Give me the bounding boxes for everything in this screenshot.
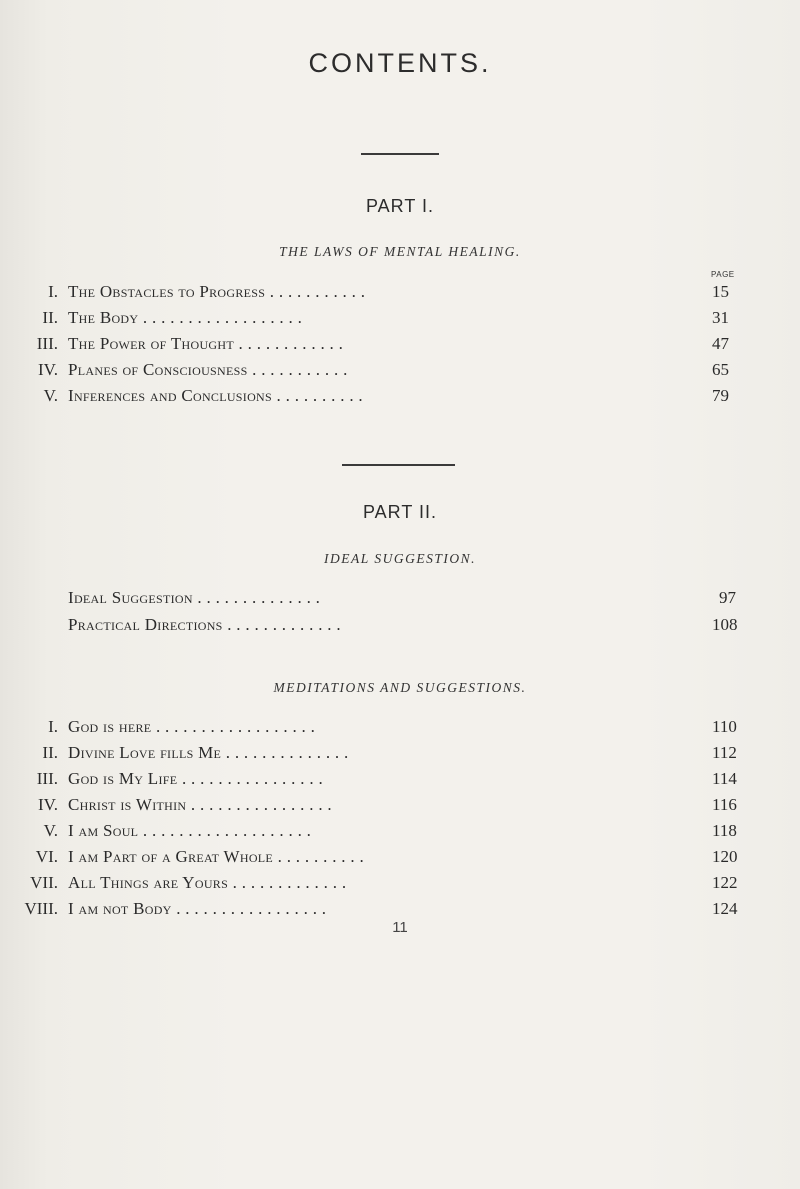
entry-title: The Obstacles to Progress . . . . . . . . . . .	[68, 282, 366, 301]
part-two-subtitle: IDEAL SUGGESTION.	[323, 551, 476, 566]
entry-page: 124	[712, 899, 738, 918]
toc-entry	[0, 333, 800, 355]
toc-entry	[0, 614, 800, 636]
toc-entry	[0, 587, 800, 609]
entry-number: IV.	[38, 795, 58, 814]
meditations-subtitle: MEDITATIONS AND SUGGESTIONS.	[273, 680, 527, 695]
entry-number: V.	[43, 386, 58, 405]
entry-page: 114	[712, 769, 737, 788]
toc-entry	[0, 820, 800, 842]
toc-entry	[0, 742, 800, 764]
toc-entry	[0, 385, 800, 407]
entry-title: I am Soul . . . . . . . . . . . . . . . . . . .	[68, 821, 312, 840]
divider-top	[361, 153, 439, 155]
entry-number: VIII.	[24, 899, 58, 918]
toc-entry	[0, 846, 800, 868]
toc-entry	[0, 768, 800, 790]
part-one-heading: PART I.	[365, 196, 435, 216]
entry-page: 110	[712, 717, 737, 736]
entry-title: Planes of Consciousness . . . . . . . . . . .	[68, 360, 348, 379]
toc-entry	[0, 794, 800, 816]
toc-entry	[0, 872, 800, 894]
entry-title: I am Part of a Great Whole . . . . . . . . . .	[68, 847, 365, 866]
page-number: 11	[392, 919, 408, 936]
part-two-heading: PART II.	[362, 502, 438, 522]
entry-title: I am not Body . . . . . . . . . . . . . . . . .	[68, 899, 327, 918]
entry-title: All Things are Yours . . . . . . . . . . . . .	[68, 873, 347, 892]
entry-page: 47	[712, 334, 729, 353]
contents-title: CONTENTS.	[308, 48, 492, 78]
page-column-label: PAGE	[711, 270, 735, 279]
entry-number: VI.	[35, 847, 58, 866]
entry-number: II.	[42, 308, 58, 327]
entry-page: 97	[719, 588, 736, 607]
entry-title: God is My Life . . . . . . . . . . . . . . . .	[68, 769, 323, 788]
entry-number: I.	[48, 717, 58, 736]
entry-page: 122	[712, 873, 738, 892]
entry-number: IV.	[38, 360, 58, 379]
part-one-subtitle: THE LAWS OF MENTAL HEALING.	[279, 244, 521, 259]
entry-page: 15	[712, 282, 729, 301]
entry-number: I.	[48, 282, 58, 301]
entry-title: Practical Directions . . . . . . . . . . . . .	[68, 615, 341, 634]
entry-page: 65	[712, 360, 729, 379]
entry-title: The Power of Thought . . . . . . . . . . . .	[68, 334, 344, 353]
divider-middle	[342, 464, 455, 466]
entry-page: 31	[712, 308, 729, 327]
entry-title: God is here . . . . . . . . . . . . . . . . . .	[68, 717, 316, 736]
entry-title: Inferences and Conclusions . . . . . . . . . .	[68, 386, 363, 405]
entry-number: V.	[43, 821, 58, 840]
entry-page: 118	[712, 821, 737, 840]
entry-title: Christ is Within . . . . . . . . . . . . . . . .	[68, 795, 332, 814]
toc-entry	[0, 281, 800, 303]
entry-title: Divine Love fills Me . . . . . . . . . . . . . .	[68, 743, 349, 762]
entry-page: 116	[712, 795, 737, 814]
entry-number: III.	[36, 769, 58, 788]
entry-page: 79	[712, 386, 729, 405]
entry-title: The Body . . . . . . . . . . . . . . . . . .	[68, 308, 303, 327]
toc-entry	[0, 359, 800, 381]
entry-page: 108	[712, 615, 738, 634]
toc-entry	[0, 898, 800, 920]
entry-number: VII.	[30, 873, 58, 892]
entry-page: 120	[712, 847, 738, 866]
toc-entry	[0, 716, 800, 738]
entry-title: Ideal Suggestion . . . . . . . . . . . . . .	[68, 588, 321, 607]
entry-page: 112	[712, 743, 737, 762]
toc-entry	[0, 307, 800, 329]
entry-number: II.	[42, 743, 58, 762]
entry-number: III.	[36, 334, 58, 353]
